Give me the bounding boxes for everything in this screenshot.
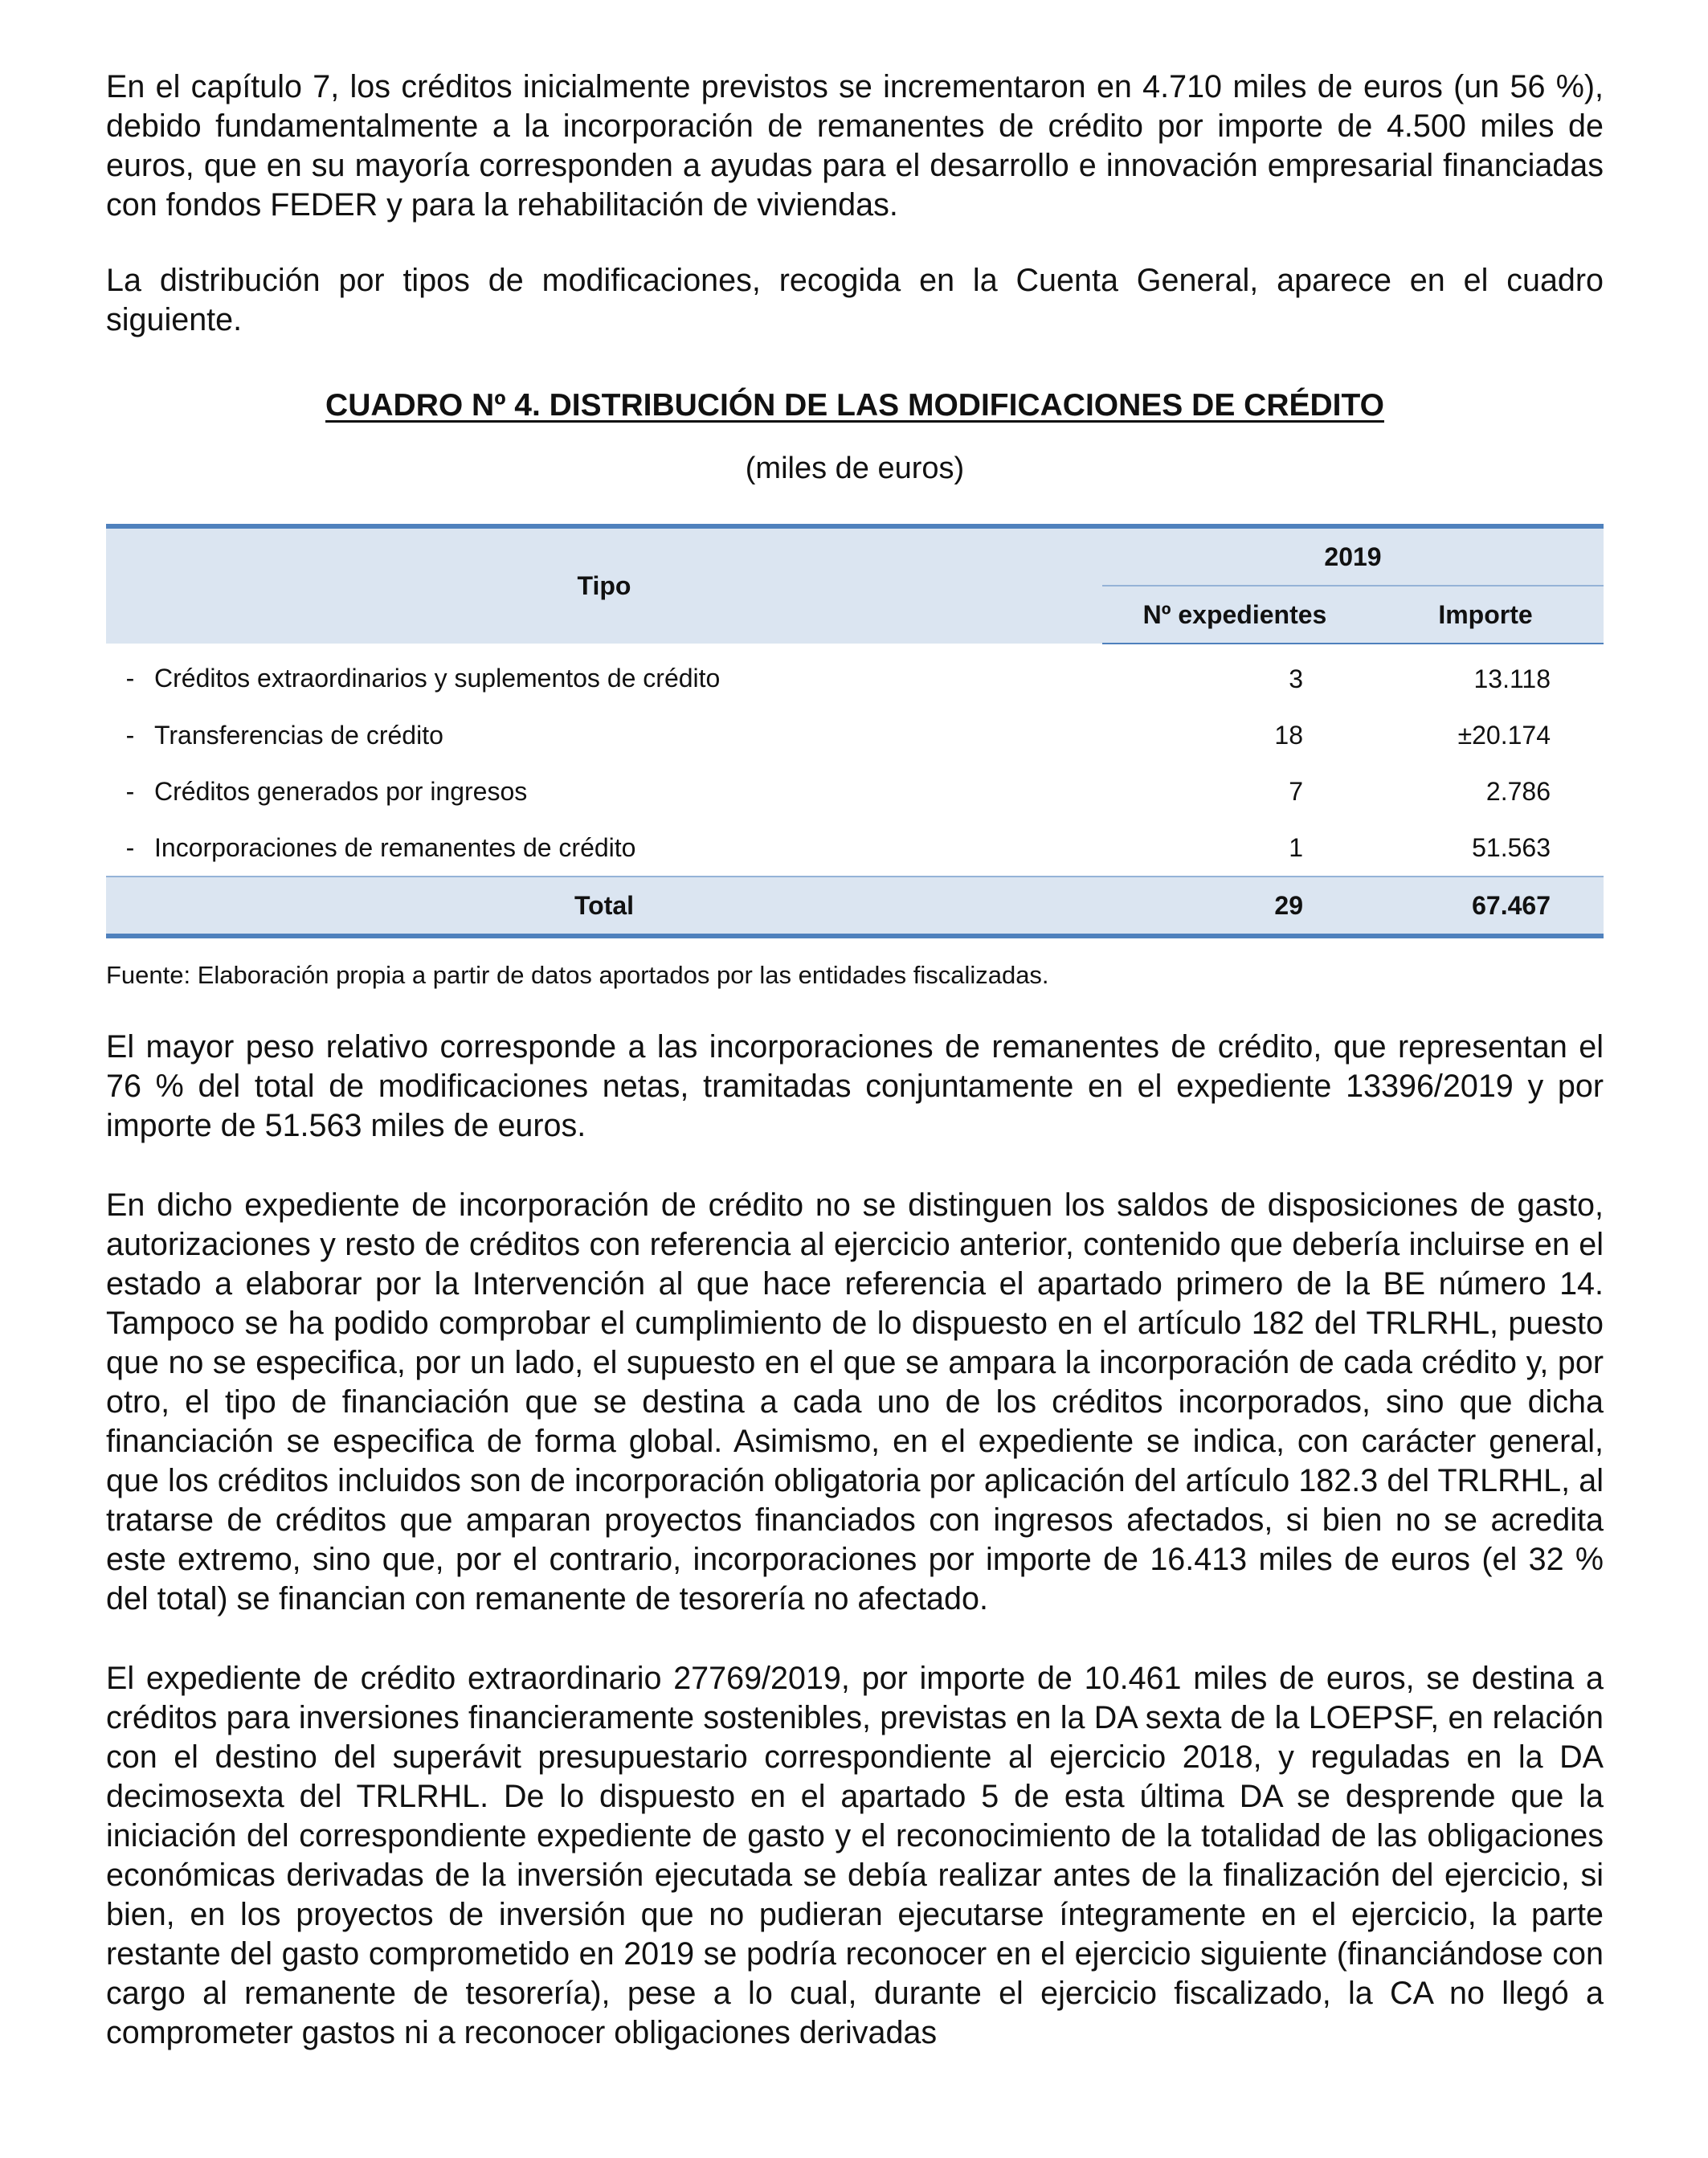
row-importe: 2.786 xyxy=(1485,776,1551,806)
column-header-tipo: Tipo xyxy=(106,526,1102,644)
row-importe: 51.563 xyxy=(1472,832,1551,862)
total-importe: 67.467 xyxy=(1367,877,1604,936)
table-row xyxy=(106,819,1604,877)
paragraph-relative-weight: El mayor peso relativo corresponde a las incorporaciones de remanentes de crédito, que representan el 76 % del total de modificaciones netas, tramitadas conjuntamente en el expediente 13396/2019 y por importe de 51.563 miles de euros. xyxy=(106,1029,1604,1143)
table-title: CUADRO Nº 4. DISTRIBUCIÓN DE LAS MODIFICACIONES DE CRÉDITO xyxy=(325,388,1384,423)
paragraph-chapter-7: En el capítulo 7, los créditos inicialmente previstos se incrementaron en 4.710 miles de euros (un 56 %), debido fundamentalmente a la incorporación de remanentes de crédito por importe de 4.500 miles de euros, que en su mayoría corresponden a ayudas para el desarrollo e innovación empresarial financiadas con fondos FEDER y para la rehabilitación de viviendas. xyxy=(106,69,1604,223)
row-importe: ±20.174 xyxy=(1457,720,1551,750)
column-header-year: 2019 xyxy=(1102,526,1604,586)
table-source-note: Fuente: Elaboración propia a partir de datos aportados por las entidades fiscalizadas. xyxy=(106,961,1049,989)
total-expedientes: 29 xyxy=(1102,877,1367,936)
row-bullet: - xyxy=(125,832,135,862)
row-label: Créditos extraordinarios y suplementos de crédito xyxy=(154,664,721,693)
column-header-expedientes: Nº expedientes xyxy=(1102,586,1367,644)
row-label: Créditos generados por ingresos xyxy=(154,776,528,806)
paragraph-incorporation-expedient: En dicho expediente de incorporación de crédito no se distinguen los saldos de disposiciones de gasto, autorizaciones y resto de créditos con referencia al ejercicio anterior, contenido que debería incluirse en el estado a elaborar por la Intervención al que hace referencia el apartado primero de la BE número 14. Tampoco se ha podido comprobar el cumplimiento de lo dispuesto en el artículo 182 del TRLRHL, puesto que no se especifica, por un lado, el supuesto en el que se ampara la incorporación de cada crédito y, por otro, el tipo de financiación que se destina a cada uno de los créditos incorporados, sino que dicha financiación se especifica de forma global. Asimismo, en el expediente se indica, con carácter general, que los créditos incluidos son de incorporación obligatoria por aplicación del artículo 182.3 del TRLRHL, al tratarse de créditos que amparan proyectos financiados con ingresos afectados, si bien no se acredita este extremo, sino que, por el contrario, incorporaciones por importe de 16.413 miles de euros (el 32 % del total) se financian con remanente de tesorería no afectado. xyxy=(106,1187,1604,1616)
column-header-importe: Importe xyxy=(1367,586,1604,644)
row-bullet: - xyxy=(125,776,135,806)
total-label: Total xyxy=(106,877,1102,936)
row-importe: 13.118 xyxy=(1473,664,1551,693)
row-label: Transferencias de crédito xyxy=(154,720,443,750)
table-row xyxy=(106,707,1604,763)
row-expedientes: 18 xyxy=(1274,720,1303,750)
table-units: (miles de euros) xyxy=(745,452,965,485)
table-row xyxy=(106,763,1604,819)
row-label: Incorporaciones de remanentes de crédito xyxy=(154,832,636,862)
row-expedientes: 3 xyxy=(1289,664,1303,693)
modifications-table xyxy=(106,524,1604,938)
table-total-row xyxy=(106,877,1604,936)
paragraph-distribution-intro: La distribución por tipos de modificaciones, recogida en la Cuenta General, aparece en el cuadro siguiente. xyxy=(106,263,1604,337)
row-expedientes: 1 xyxy=(1289,832,1303,862)
row-bullet: - xyxy=(125,720,135,750)
paragraph-extraordinary-credit: El expediente de crédito extraordinario 27769/2019, por importe de 10.461 miles de euros, se destina a créditos para inversiones financieramente sostenibles, previstas en la DA sexta de la LOEPSF, en relación con el destino del superávit presupuestario correspondiente al ejercicio 2018, y reguladas en la DA decimosexta del TRLRHL. De lo dispuesto en el apartado 5 de esta última DA se desprende que la iniciación del correspondiente expediente de gasto y el reconocimiento de la totalidad de las obligaciones económicas derivadas de la inversión ejecutada se debía realizar antes de la finalización del ejercicio, si bien, en los proyectos de inversión que no pudieran ejecutarse íntegramente en el ejercicio, la parte restante del gasto comprometido en 2019 se podría reconocer en el ejercicio siguiente (financiándose con cargo al remanente de tesorería), pese a lo cual, durante el ejercicio fiscalizado, la CA no llegó a comprometer gastos ni a reconocer obligaciones derivadas xyxy=(106,1661,1604,2050)
table-row xyxy=(106,644,1604,707)
document-page xyxy=(106,67,1604,2053)
row-bullet: - xyxy=(125,664,135,693)
row-expedientes: 7 xyxy=(1289,776,1303,806)
